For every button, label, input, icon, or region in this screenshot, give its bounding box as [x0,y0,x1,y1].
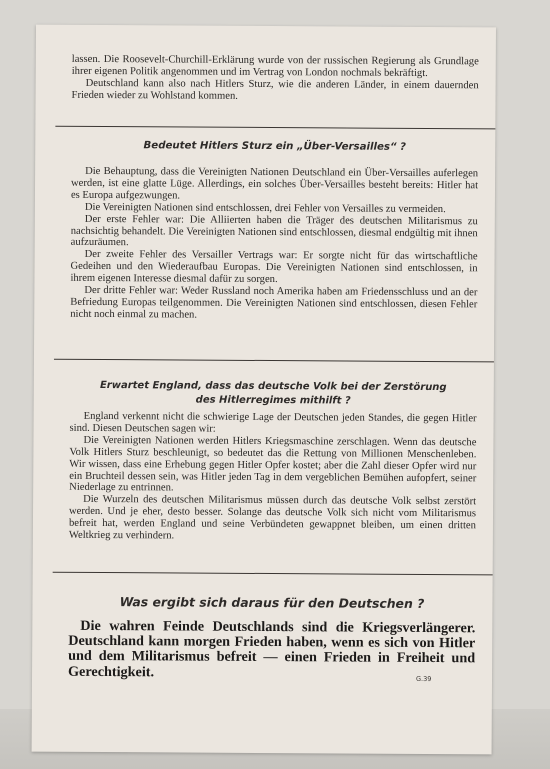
intro-paragraph-1: lassen. Die Roosevelt-Churchill-Erklärung wurde von der russischen Regierung als Grundlage ihrer eigenen Politik angenommen und im Vertrag von London nochmals bekräftigt. [71,53,479,79]
intro-section [72,54,479,104]
section-heading: Was ergibt sich daraus für den Deutschen ? [119,594,425,611]
paragraph: Der erste Fehler war: Die Alliierten haben die Träger des deutschen Militarismus zu nachsichtig behandelt. Die Vereinigten Nationen sind entschlossen, diesmal endgültig mit ihnen aufzuräumen. [70,213,478,249]
section-1-body [70,166,478,323]
heading-line: Erwartet England, dass das deutsche Volk bei der Zerstörung [99,379,447,394]
leaflet-code: G.39 [415,674,432,684]
paragraph: Die Wurzeln des deutschen Militarismus müssen durch das deutsche Volk selbst zerstört werden. Und je eher, desto besser. Solange das deutsche Volk sich nicht vom Militarismus befreit hat, werden England und seine Verbündeten gewappnet bleiben, um einen dritten Weltkrieg zu verhindern. [68,494,477,542]
heading-line: des Hitlerregimes mithilft ? [195,394,351,407]
section-heading [70,379,477,408]
section-divider [55,126,495,130]
leaflet-page [32,25,496,755]
paragraph: Die Vereinigten Nationen werden Hitlers Kriegsmaschine zerschlagen. Wenn das deutsche Volk Hitlers Sturz beschleunigt, so bedeutet das die Rettung von Millionen Menschenleben. Wir wissen, dass eine Erhebung gegen Hitler Opfer kostet; aber die Zahl dieser Opfer wird nur ein Bruchteil dessen sein, was Hitler jeden Tag in dem vergeblichen Bemühen aufopfert, seiner Niederlage zu entrinnen. [69,434,477,494]
section-2-body [69,411,477,544]
paragraph: Die wahren Feinde Deutschlands sind die Kriegsverlängerer. Deutschland kann morgen Frieden haben, wenn es sich von Hitler und dem Militarismus befreit — einen Frieden in Freiheit und Gerechtigkeit. [68,617,476,680]
section-divider [53,572,493,576]
paragraph: Die Vereinigten Nationen sind entschlossen, drei Fehler von Versailles zu vermeiden. [84,201,446,215]
paragraph: Der zweite Fehler des Versailler Vertrags war: Er sorgte nicht für das wirtschaftliche Gedeihen und den Wiederaufbau Europas. Die Vereinigten Nationen sind entschlossen, in ihrem eigenen Interesse diesmal dafür zu sorgen. [70,249,478,286]
paragraph: Der dritte Fehler war: Weder Russland noch Amerika haben am Friedensschluss und an der Befriedung Europas teilgenommen. Die Vereinigten Nationen sind entschlossen, diesen Fehler nicht noch einmal zu machen. [70,284,478,321]
section-divider [54,359,494,363]
intro-paragraph-2: Deutschland kann also nach Hitlers Sturz, wie die anderen Länder, in einem dauernden Frieden wieder zu Wohlstand kommen. [71,77,479,102]
paragraph: England verkennt nicht die schwierige Lage der Deutschen jeden Standes, die gegen Hitler sind. Diesen Deutschen sagen wir: [69,410,477,435]
paragraph: Die Behauptung, dass die Vereinigten Nationen Deutschland ein Über-Versailles auferlegen werden, ist eine glatte Lüge. Allerdings, ein solches Über-Versailles besteht bereits: Hitler hat es Europa aufgezwungen. [70,165,479,202]
section-heading: Bedeutet Hitlers Sturz ein „Über-Versailles“ ? [143,140,407,153]
section-3-body [68,619,475,682]
